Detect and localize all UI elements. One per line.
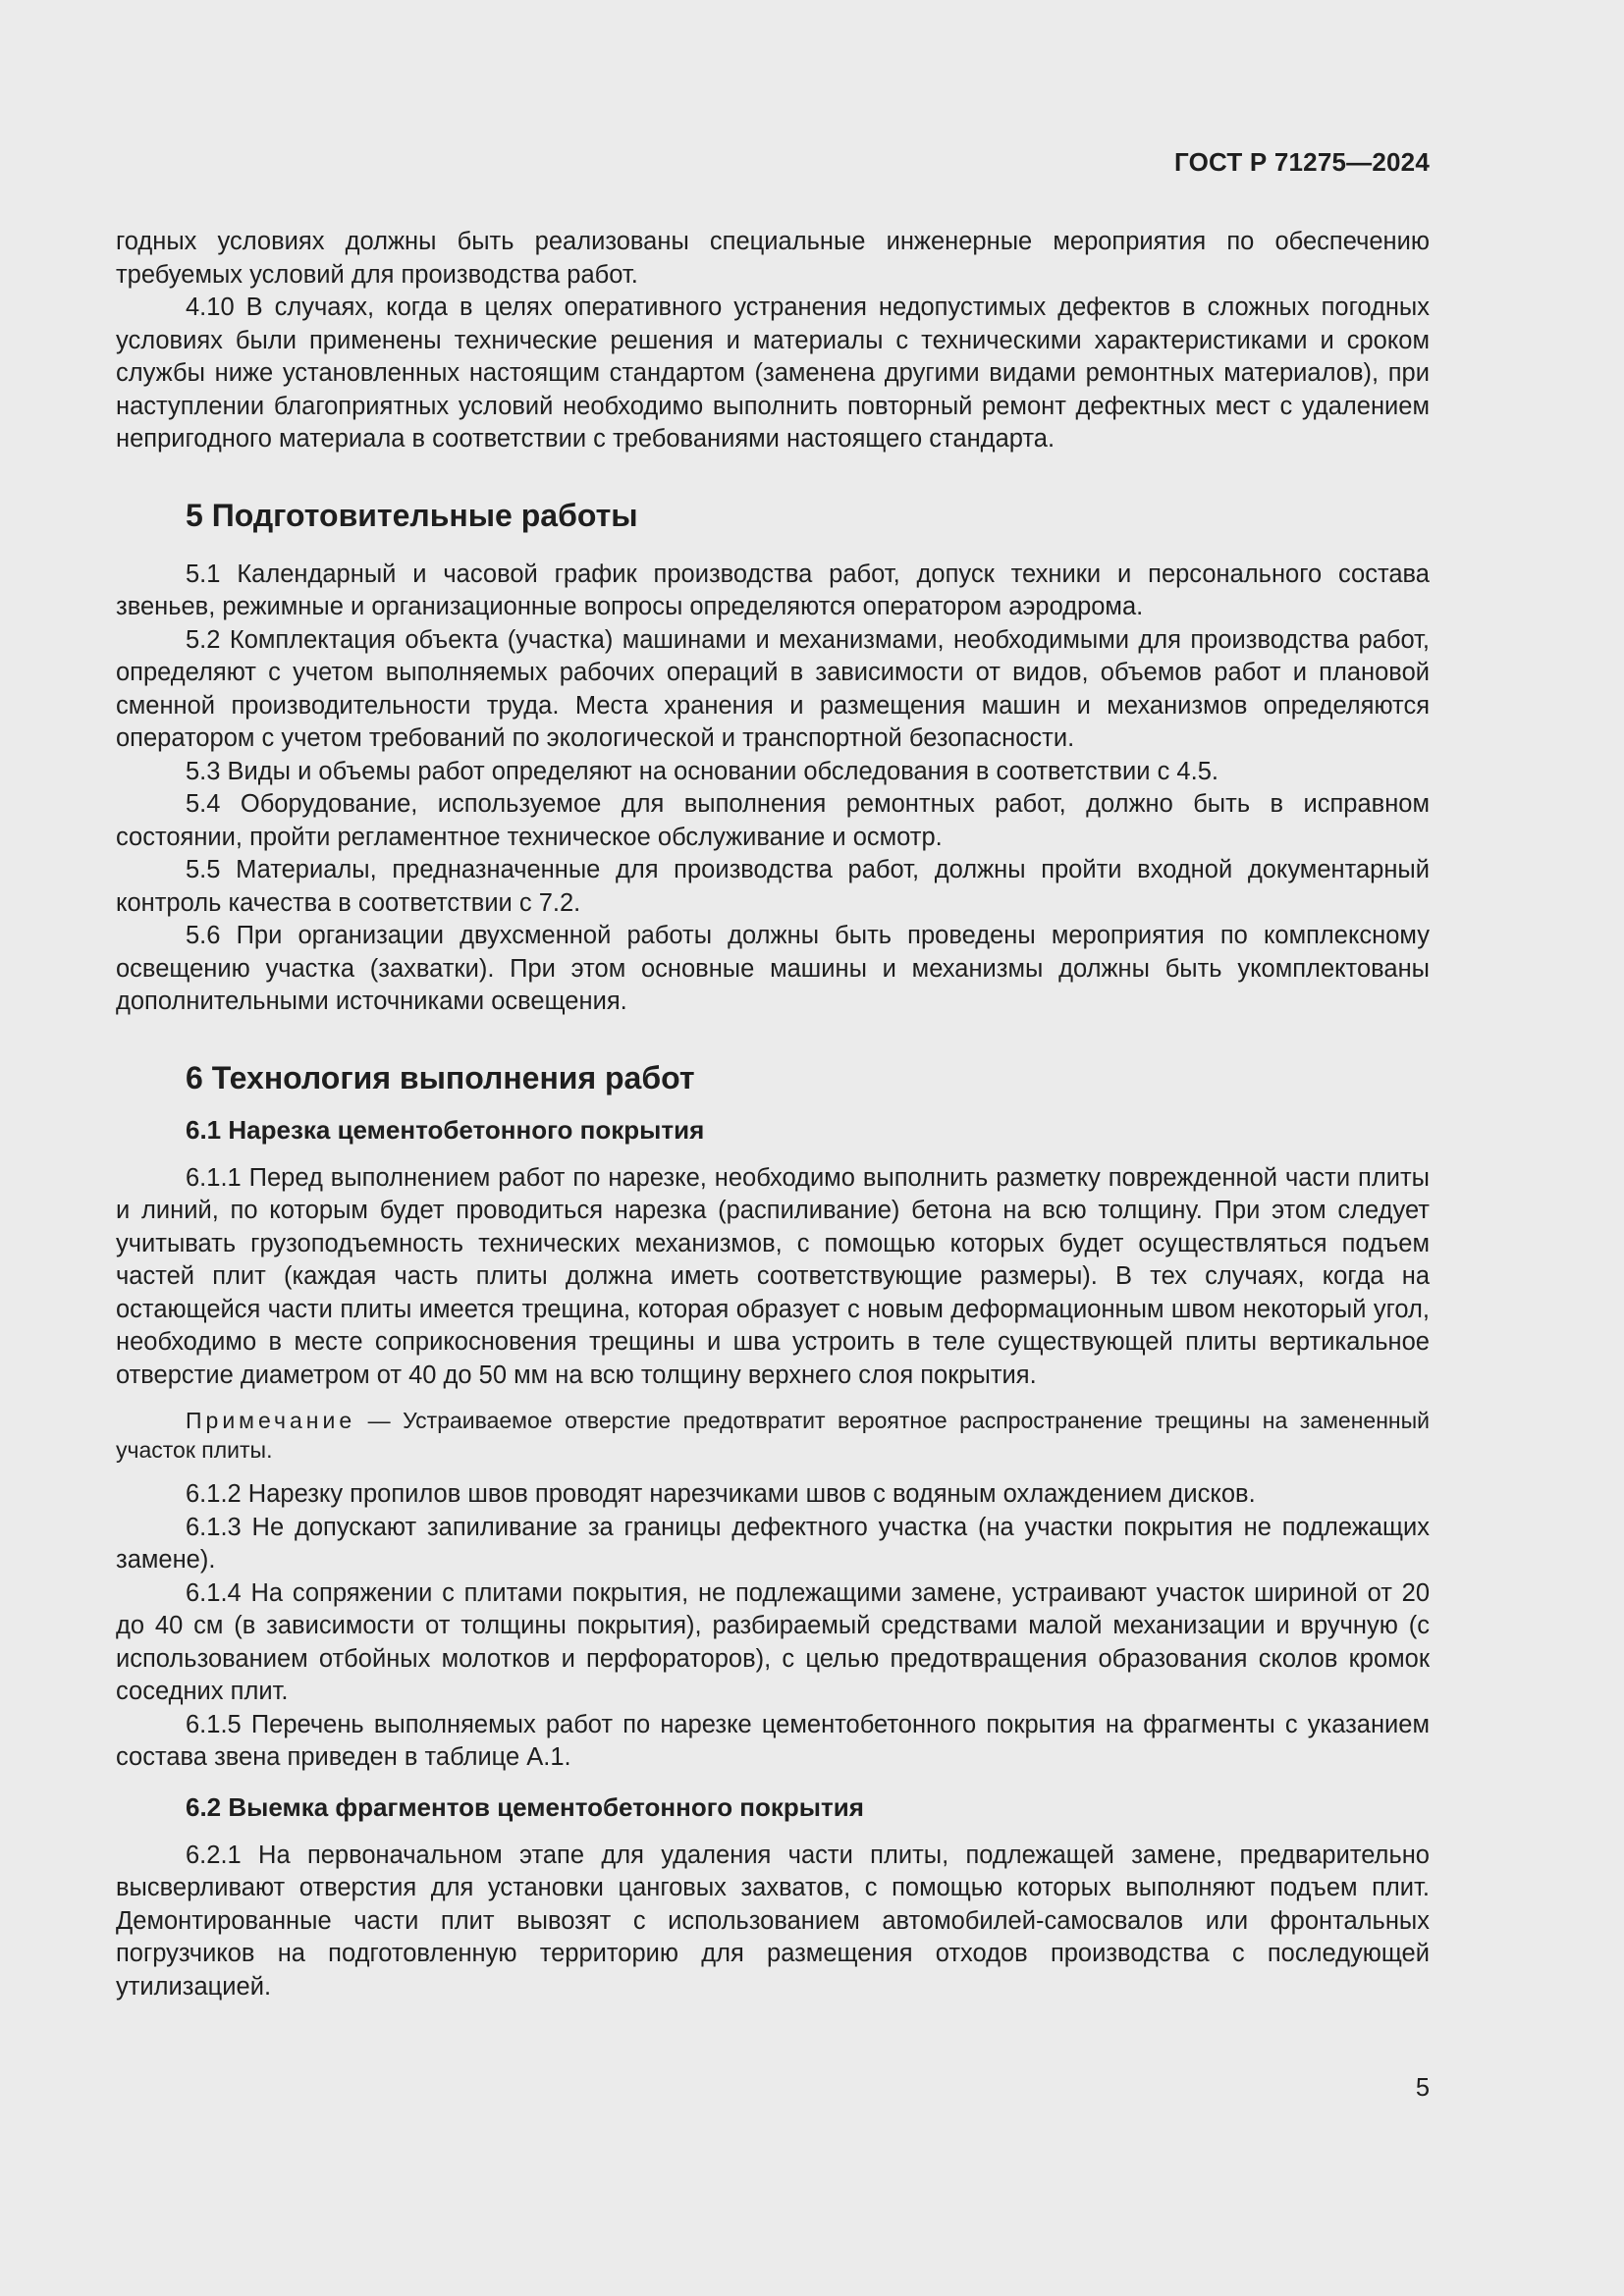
paragraph-6-1-2: 6.1.2 Нарезку пропилов швов проводят нарезчиками швов с водяным охлаждением дисков.	[186, 1480, 1256, 1508]
document-header-id: ГОСТ Р 71275—2024	[1174, 147, 1430, 177]
section-5-heading: 5 Подготовительные работы	[186, 497, 638, 533]
paragraph-6-2-1: 6.2.1 На первоначальном этапе для удаления части плиты, подлежащей замене, предварительно высверливают отверстия для установки цанговых захватов, с помощью которых выполняют подъем плит. Демонтированные части плит вывозят с использованием автомобилей-самосвалов или фронтальных погрузчиков на подготовленную территорию для размещения отходов производства с последующей утилизацией.	[116, 1841, 1430, 2001]
paragraph-5-6: 5.6 При организации двухсменной работы должны быть проведены мероприятия по комплексному освещению участка (захватки). При этом основные машины и механизмы должны быть укомплектованы дополнительными источниками освещения.	[116, 922, 1430, 1015]
paragraph-5-4: 5.4 Оборудование, используемое для выполнения ремонтных работ, должно быть в исправном состоянии, пройти регламентное техническое обслуживание и осмотр.	[116, 790, 1430, 851]
paragraph-6-1-3: 6.1.3 Не допускают запиливание за границы дефектного участка (на участки покрытия не подлежащих замене).	[116, 1513, 1430, 1574]
note-block	[116, 1406, 1430, 1465]
document-body	[116, 226, 1430, 2003]
paragraph-5-2: 5.2 Комплектация объекта (участка) машинами и механизмами, необходимыми для производства работ, определяют с учетом выполняемых рабочих операций в зависимости от видов, объемов работ и плановой сменной производительности труда. Места хранения и размещения машин и механизмов определяются оператором с учетом требований по экологической и транспортной безопасности.	[116, 625, 1430, 752]
paragraph-6-1-4: 6.1.4 На сопряжении с плитами покрытия, не подлежащими замене, устраивают участок шириной от 20 до 40 см (в зависимости от толщины покрытия), разбираемый средствами малой механизации и вручную (с использованием отбойных молотков и перфораторов), с целью предотвращения образования сколов кромок соседних плит.	[116, 1578, 1430, 1705]
section-6-heading: 6 Технология выполнения работ	[186, 1059, 695, 1095]
paragraph-4-10: 4.10 В случаях, когда в целях оперативного устранения недопустимых дефектов в сложных погодных условиях были применены технические решения и материалы с техническими характеристиками и сроком службы ниже установленных настоящим стандартом (заменена другими видами ремонтных материалов), при наступлении благоприятных условий необходимо выполнить повторный ремонт дефектных мест с удалением непригодного материала в соответствии с требованиями настоящего стандарта.	[116, 294, 1430, 453]
paragraph-6-1-1: 6.1.1 Перед выполнением работ по нарезке, необходимо выполнить разметку поврежденной части плиты и линий, по которым будет проводиться нарезка (распиливание) бетона на всю толщину. При этом следует учитывать грузоподъемность технических механизмов, с помощью которых будет осуществляться подъем частей плит (каждая часть плиты должна иметь соответствующие размеры). В тех случаях, когда на остающейся части плиты имеется трещина, которая образует с новым деформационным швом некоторый угол, необходимо в месте соприкосновения трещины и шва устроить в теле существующей плиты вертикальное отверстие диаметром от 40 до 50 мм на всю толщину верхнего слоя покрытия.	[116, 1163, 1430, 1389]
paragraph-6-1-5: 6.1.5 Перечень выполняемых работ по нарезке цементобетонного покрытия на фрагменты с указанием состава звена приведен в таблице А.1.	[116, 1710, 1430, 1771]
paragraph-5-5: 5.5 Материалы, предназначенные для производства работ, должны пройти входной документарный контроль качества в соответствии с 7.2.	[116, 856, 1430, 917]
note-text: — Устраиваемое отверстие предотвратит вероятное распространение трещины на замененный участок плиты.	[116, 1408, 1430, 1463]
page-number: 5	[1415, 2074, 1430, 2102]
note-label: Примечание	[186, 1408, 356, 1433]
paragraph-continuation: годных условиях должны быть реализованы специальные инженерные мероприятия по обеспечению требуемых условий для производства работ.	[116, 228, 1430, 289]
subsection-6-2-heading: 6.2 Выемка фрагментов цементобетонного покрытия	[186, 1791, 864, 1822]
paragraph-5-3: 5.3 Виды и объемы работ определяют на основании обследования в соответствии с 4.5.	[186, 757, 1218, 785]
subsection-6-1-heading: 6.1 Нарезка цементобетонного покрытия	[186, 1114, 705, 1145]
paragraph-5-1: 5.1 Календарный и часовой график производства работ, допуск техники и персонального состава звеньев, режимные и организационные вопросы определяются оператором аэродрома.	[116, 560, 1430, 620]
